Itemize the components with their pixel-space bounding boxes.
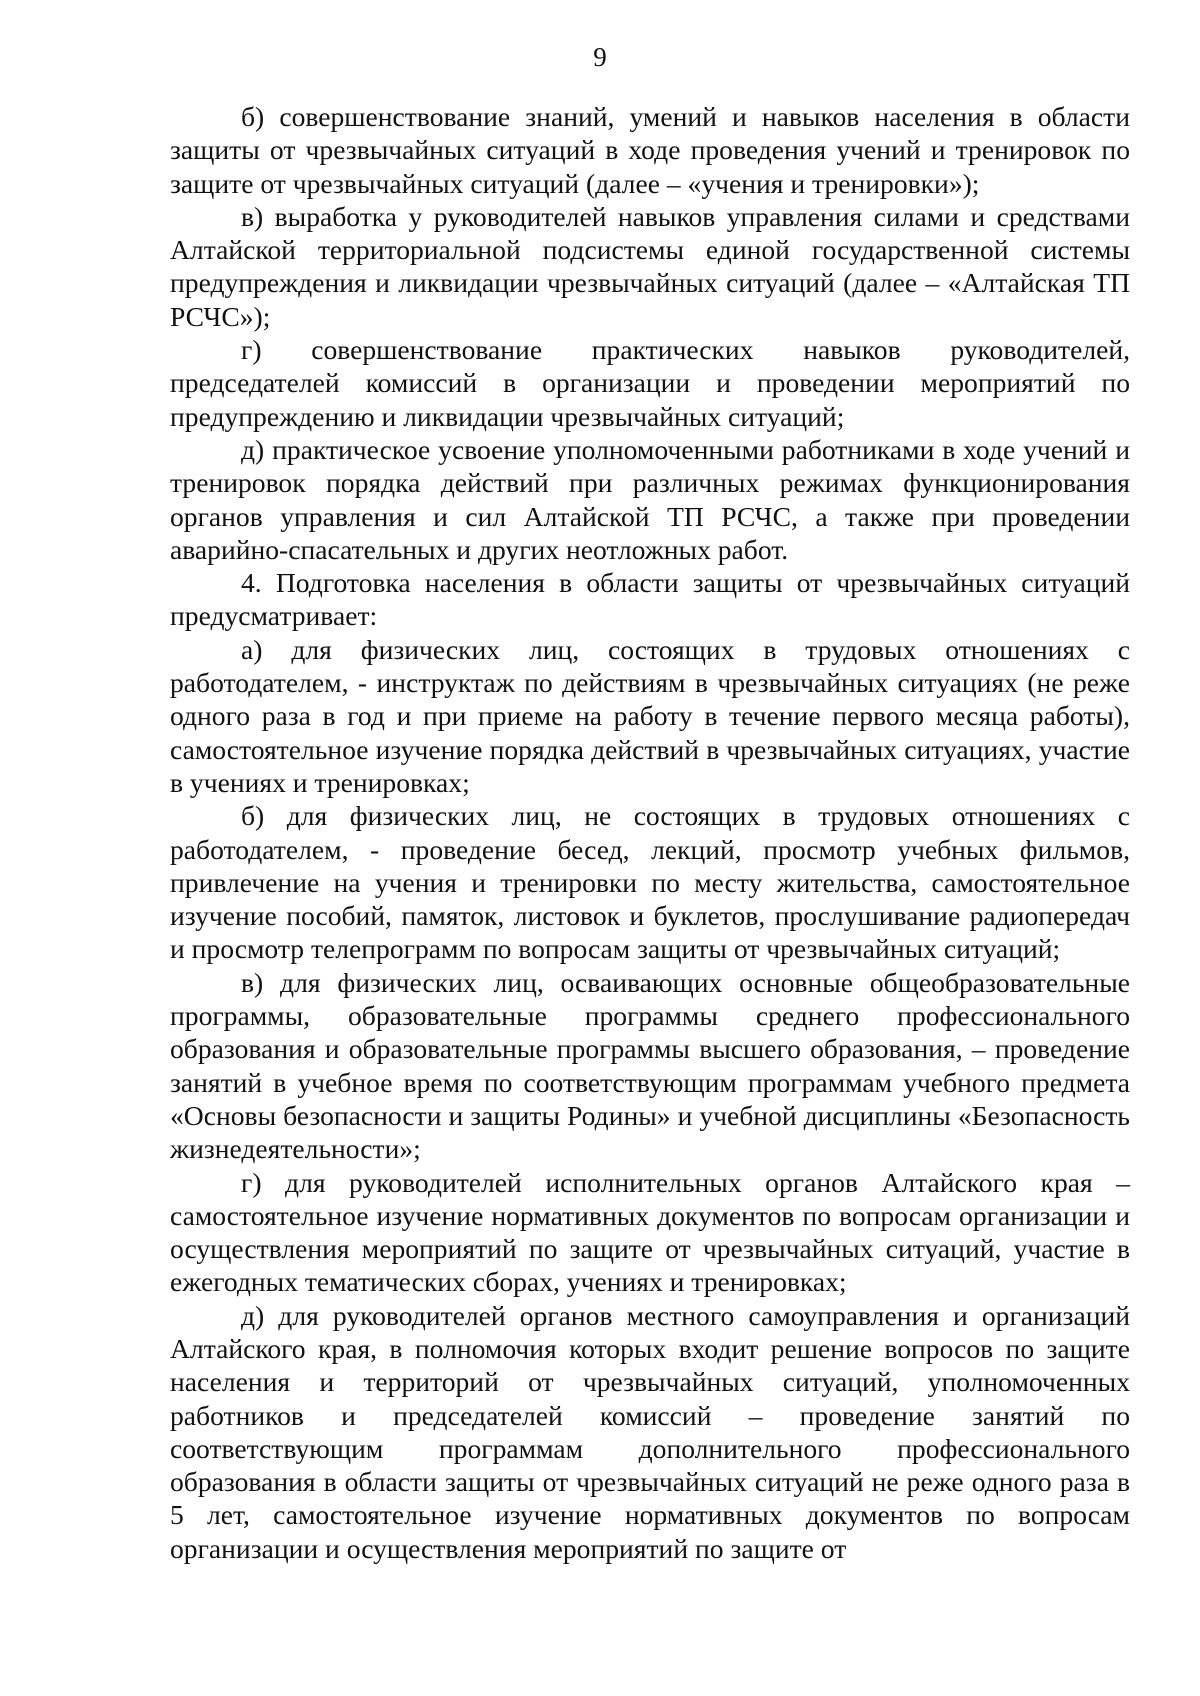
paragraph-v-students: в) для физических лиц, осваивающих основные общеобразовательные программы, образовательные программы среднего профессионального образования и образовательные программы высшего образования, – проведение занятий в учебное время по соответствующим программам учебного предмета «Основы безопасности и защиты Родины» и учебной дисциплины «Безопасность жизнедеятельности»; [170,966,1130,1165]
paragraph-v-management-skills: в) выработка у руководителей навыков управления силами и средствами Алтайской территориальной подсистемы единой государственной системы предупреждения и ликвидации чрезвычайных ситуаций (далее – «Алтайская ТП РСЧС»); [170,200,1130,332]
paragraph-b-unemployed-persons: б) для физических лиц, не состоящих в трудовых отношениях с работодателем, - проведение бесед, лекций, просмотр учебных фильмов, привлечение на учения и тренировки по месту жительства, самостоятельное изучение пособий, памяток, листовок и буклетов, прослушивание радиопередач и просмотр телепрограмм по вопросам защиты от чрезвычайных ситуаций; [170,800,1130,965]
paragraph-b-improvement-of-knowledge: б) совершенствование знаний, умений и навыков населения в области защиты от чрезвычайных ситуаций в ходе проведения учений и тренировок по защите от чрезвычайных ситуаций (далее – «учения и тренировки»); [170,101,1130,199]
document-body [170,100,1130,1565]
paragraph-d-local-government-heads: д) для руководителей органов местного самоуправления и организаций Алтайского края, в полномочия которых входит решение вопросов по защите населения и территорий от чрезвычайных ситуаций, уполномоченных работников и председателей комиссий – проведение занятий по соответствующим программам дополнительного профессионального образования в области защиты от чрезвычайных ситуаций не реже одного раза в 5 лет, самостоятельное изучение нормативных документов по вопросам организации и осуществления мероприятий по защите от [170,1299,1130,1564]
paragraph-4-population-training: 4. Подготовка населения в области защиты от чрезвычайных ситуаций предусматривает: [170,567,1130,632]
paragraph-g-practical-skills: г) совершенствование практических навыков руководителей, председателей комиссий в организации и проведении мероприятий по предупреждению и ликвидации чрезвычайных ситуаций; [170,334,1130,432]
page-number: 9 [593,42,607,72]
paragraph-d-practical-assimilation: д) практическое усвоение уполномоченными работниками в ходе учений и тренировок порядка действий при различных режимах функционирования органов управления и сил Алтайской ТП РСЧС, а также при проведении аварийно-спасательных и других неотложных работ. [170,433,1130,565]
paragraph-a-employed-persons: а) для физических лиц, состоящих в трудовых отношениях с работодателем, - инструктаж по действиям в чрезвычайных ситуациях (не реже одного раза в год и при приеме на работу в течение первого месяца работы), самостоятельное изучение порядка действий в чрезвычайных ситуациях, участие в учениях и тренировках; [170,633,1130,798]
paragraph-g-executive-heads: г) для руководителей исполнительных органов Алтайского края – самостоятельное изучение нормативных документов по вопросам организации и осуществления мероприятий по защите от чрезвычайных ситуаций, участие в ежегодных тематических сборах, учениях и тренировках; [170,1166,1130,1298]
